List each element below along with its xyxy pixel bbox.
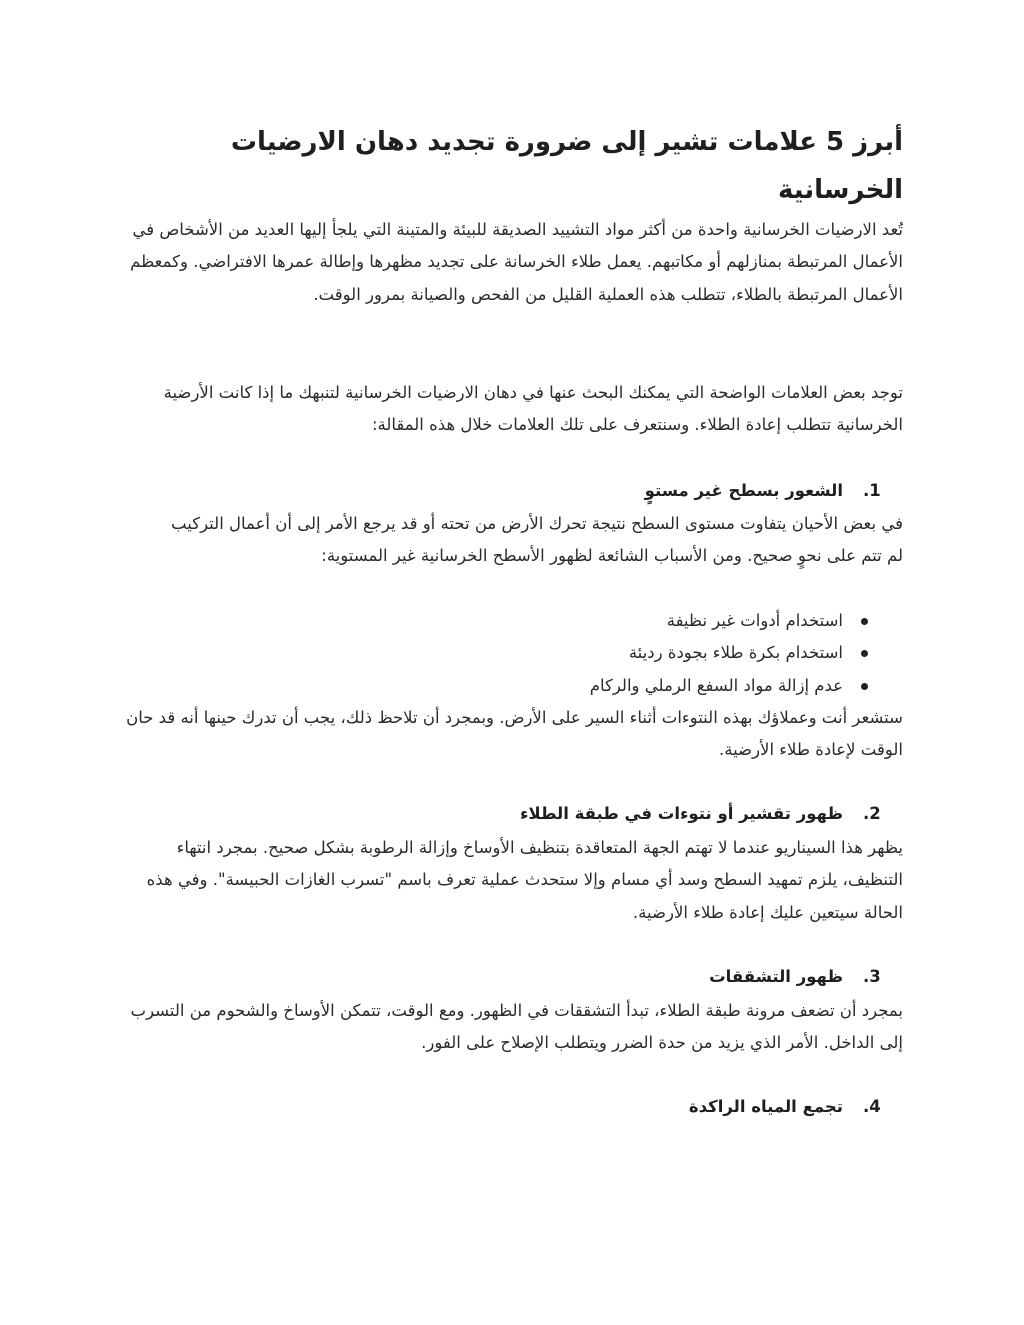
section-2-body: يظهر هذا السيناريو عندما لا تهتم الجهة المتعاقدة بتنظيف الأوساخ وإزالة الرطوبة بشكل صحيح. بمجرد انتهاء التنظيف، يلزم تمهيد السطح وسد أي مسام وإلا ستحدث عملية تعرف باسم "تسرب الغازات الحبيسة". وفي هذه الحالة سيتعين عليك إعادة طلاء الأرضية. [146, 838, 903, 922]
section-3-body: بمجرد أن تضعف مرونة طبقة الطلاء، تبدأ التشققات في الظهور. ومع الوقت، تتمكن الأوساخ والشحوم من التسرب إلى الداخل. الأمر الذي يزيد من حدة الضرر ويتطلب الإصلاح على الفور. [130, 1001, 903, 1053]
section-3-heading [121, 961, 903, 993]
section-4-heading [121, 1091, 903, 1123]
section-1-number: 1. [863, 481, 881, 500]
section-1-title: الشعور بسطح غير مستوٍ [644, 481, 843, 500]
section-3-title: ظهور التشققات [709, 967, 843, 986]
section-4-number: 4. [863, 1097, 881, 1116]
section-1-body: في بعض الأحيان يتفاوت مستوى السطح نتيجة تحرك الأرض من تحته أو قد يرجع الأمر إلى أن أعمال التركيب لم تتم على نحوٍ صحيح. ومن الأسباب الشائعة لظهور الأسطح الخرسانية غير المستوية: [171, 514, 903, 566]
section-1-heading [121, 475, 903, 507]
intro-paragraph-1: تُعد الارضيات الخرسانية واحدة من أكثر مواد التشييد الصديقة للبيئة والمتينة التي يلجأ إليها العديد من الأشخاص في الأعمال المرتبطة بمنازلهم أو مكاتبهم. يعمل طلاء الخرسانة على تجديد مظهرها وإطالة عمرها الافتراضي. وكمعظم الأعمال المرتبطة بالطلاء، تتطلب هذه العملية القليل من الفحص والصيانة بمرور الوقت. [130, 220, 903, 304]
section-4-title: تجمع المياه الراكدة [688, 1097, 843, 1116]
section-2-title: ظهور تقشير أو نتوءات في طبقة الطلاء [519, 804, 843, 823]
section-1-bullet-list [121, 605, 903, 702]
list-item: استخدام بكرة طلاء بجودة رديئة [121, 637, 903, 669]
section-1-closing: ستشعر أنت وعملاؤك بهذه النتوءات أثناء السير على الأرض. وبمجرد أن تلاحظ ذلك، يجب أن تدرك حينها أنه قد حان الوقت لإعادة طلاء الأرضية. [126, 708, 903, 760]
section-2-number: 2. [863, 804, 881, 823]
bullet-icon [861, 650, 868, 657]
section-2-heading [121, 798, 903, 830]
list-item: استخدام أدوات غير نظيفة [121, 605, 903, 637]
bullet-icon [861, 618, 868, 625]
intro-paragraph-2: توجد بعض العلامات الواضحة التي يمكنك البحث عنها في دهان الارضيات الخرسانية لتنبهك ما إذا كانت الأرضية الخرسانية تتطلب إعادة الطلاء. وسنتعرف على تلك العلامات خلال هذه المقالة: [163, 383, 903, 435]
bullet-icon [861, 683, 868, 690]
page-title: أبرز 5 علامات تشير إلى ضرورة تجديد دهان الارضيات الخرسانية [230, 127, 903, 205]
section-3-number: 3. [863, 967, 881, 986]
list-item: عدم إزالة مواد السفع الرملي والركام [121, 670, 903, 702]
